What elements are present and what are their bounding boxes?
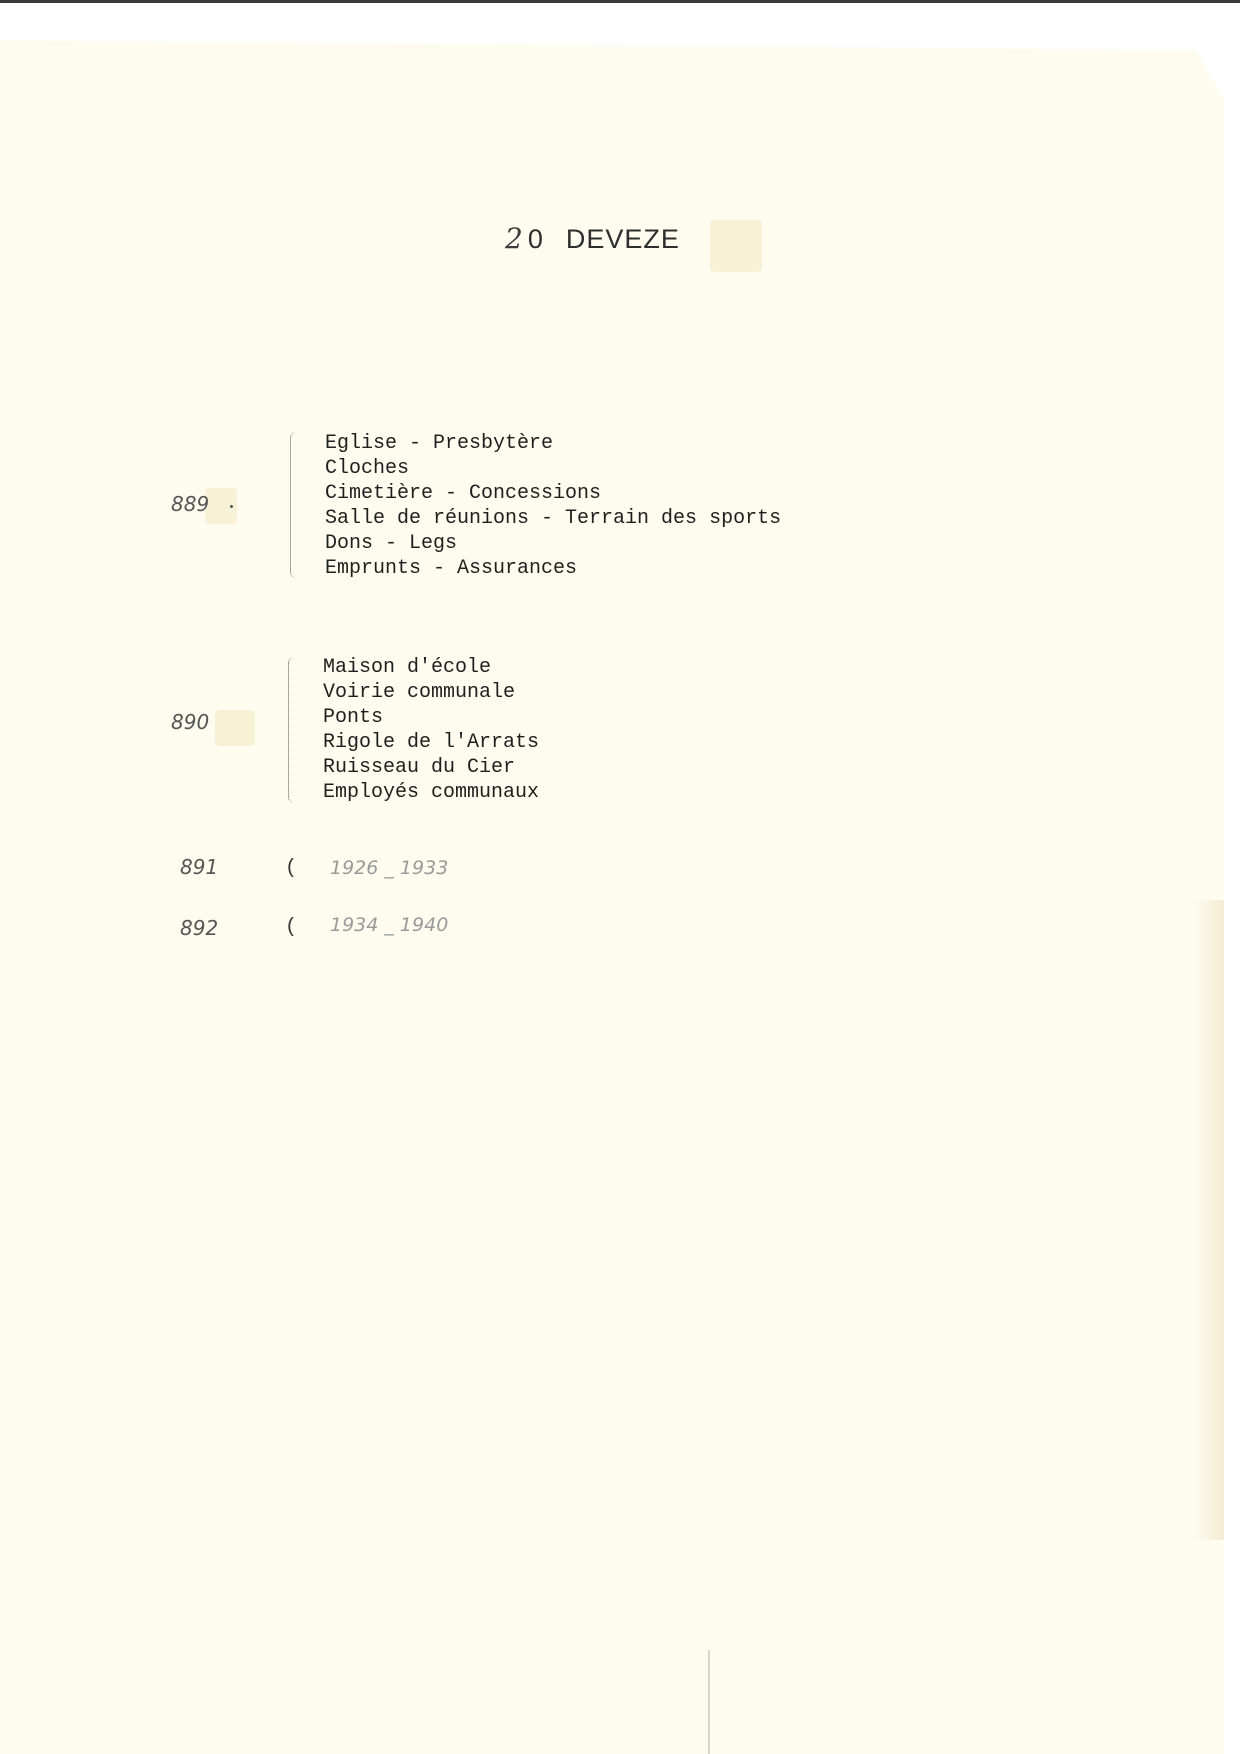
entry-number-890: 890 [171, 710, 210, 734]
paper-stain [710, 220, 762, 272]
dot-mark [230, 505, 233, 508]
list-item: Cimetière - Concessions [325, 482, 602, 505]
scan-top-edge [0, 0, 1240, 3]
list-item: Employés communaux [323, 781, 540, 804]
entry-dates-891: 1926 _ 1933 [330, 857, 449, 879]
title-typed-number: 0 [527, 224, 544, 254]
list-item: Rigole de l'Arrats [323, 731, 540, 754]
entry-dates-892: 1934 _ 1940 [330, 914, 449, 936]
entry-items-890 [323, 655, 539, 805]
paper-tear [708, 1650, 710, 1754]
list-item: Emprunts - Assurances [325, 557, 578, 580]
paper-stain [215, 710, 255, 746]
list-item: Ruisseau du Cier [323, 756, 516, 779]
entry-number-892: 892 [180, 916, 219, 940]
list-item: Dons - Legs [325, 532, 458, 555]
list-item: Salle de réunions - Terrain des sports [325, 507, 782, 530]
list-item: Cloches [325, 457, 410, 480]
paper-edge-wear [1195, 900, 1225, 1540]
entry-items-889 [325, 431, 781, 581]
entry-paren: ( [285, 857, 298, 880]
entry-brace [290, 432, 301, 578]
entry-paren: ( [285, 916, 298, 939]
entry-number-889: 889 [171, 492, 210, 516]
list-item: Voirie communale [323, 681, 516, 704]
page-title [505, 222, 680, 255]
title-commune-name: DEVEZE [565, 224, 680, 254]
list-item: Eglise - Presbytère [325, 432, 554, 455]
title-handwritten-number: 2 [505, 222, 524, 255]
list-item: Ponts [323, 706, 384, 729]
paper-sheet [0, 40, 1224, 1754]
entry-brace [288, 657, 299, 803]
entry-number-891: 891 [180, 855, 219, 879]
list-item: Maison d'école [323, 656, 492, 679]
